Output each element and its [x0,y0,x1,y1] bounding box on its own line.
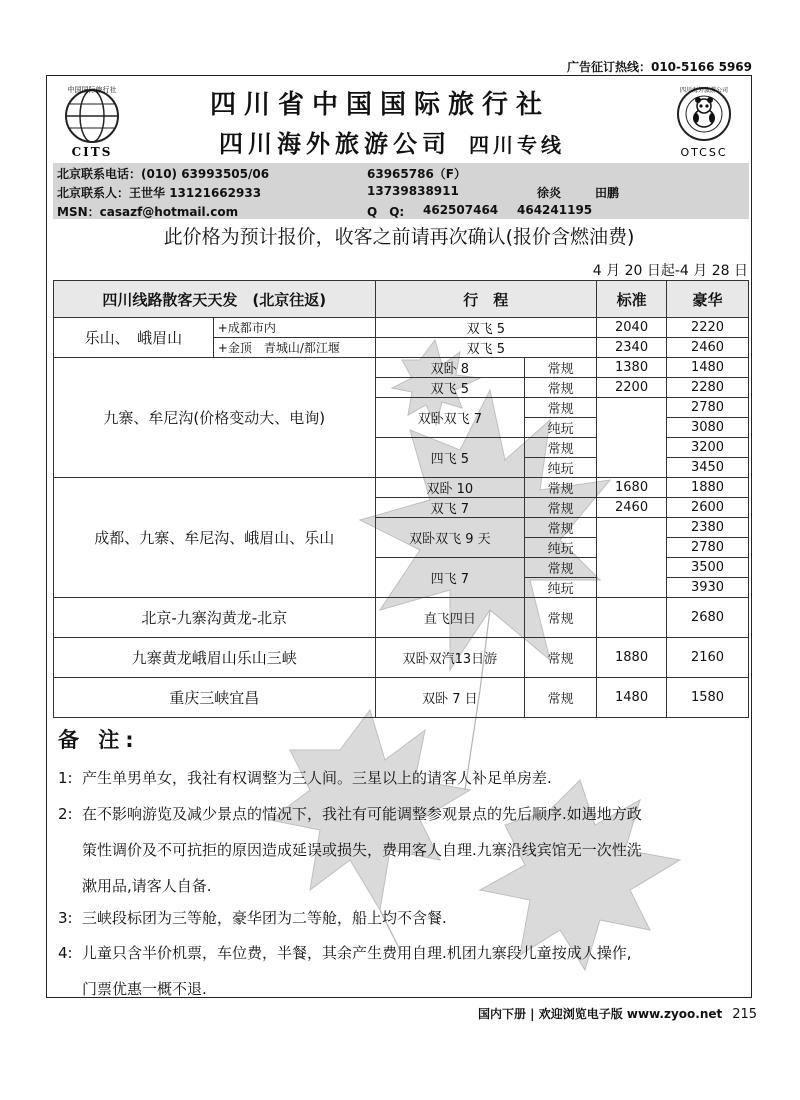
remark-number: 3: [58,909,73,927]
trip-type: 双卧双汽13日游 [375,638,525,678]
trip-type: 双卧 10 [375,478,525,498]
otcsc-ring-text: 四川海外旅游公司 [679,87,729,94]
person-contact: 王世华 13121662933 [129,186,262,200]
price-deluxe: 3500 [667,558,749,578]
page-footer [478,1005,757,1022]
tour-type: 常规 [525,358,597,378]
price-deluxe: 2380 [667,518,749,538]
qq-number-1: 462507464 [423,203,499,217]
price-deluxe: 3200 [667,438,749,458]
contact-name-2: 徐炎 [537,186,562,200]
price-deluxe: 3450 [667,458,749,478]
remark-text: 门票优惠一概不退. [82,980,207,998]
tour-type: 常规 [525,498,597,518]
trip-type: 双飞 7 [375,498,525,518]
remark-text: 产生单男单女，我社有权调整为三人间。三星以上的请客人补足单房差. [82,769,552,787]
remark-item [58,763,748,793]
trip-type: 双飞 5 [375,338,597,358]
remark-item [58,938,748,1004]
tour-type: 常规 [525,678,597,718]
otcsc-abbr: OTCSC [680,146,728,159]
price-deluxe: 1580 [667,678,749,718]
price-deluxe: 2220 [667,318,749,338]
tour-type: 纯玩 [525,578,597,598]
route-name: 九寨黄龙峨眉山乐山三峡 [54,638,376,678]
tour-type: 纯玩 [525,418,597,438]
tour-type: 常规 [525,378,597,398]
trip-type: 双卧双飞 7 [375,398,525,438]
ad-hotline: 广告征订热线：010-5166 5969 [566,60,752,74]
remark-text: 儿童只含半价机票，车位费，半餐，其余产生费用自理.机团九寨段儿童按成人操作, [82,944,632,962]
person-row [57,184,261,201]
price-deluxe: 2460 [667,338,749,358]
price-deluxe: 3080 [667,418,749,438]
price-standard: 1380 [597,358,667,378]
trip-type: 双卧双飞 9 天 [375,518,525,558]
header-standard: 标准 [597,281,667,318]
route-name: 乐山、 峨眉山 [54,318,214,358]
header-route: 四川线路散客天天发 (北京往返) [54,281,376,318]
tour-type: 纯玩 [525,458,597,478]
trip-type: 双卧 7 日 [375,678,525,718]
price-deluxe: 1880 [667,478,749,498]
otcsc-logo [664,84,744,162]
agency-title: 四川省中国国际旅行社 [209,90,550,120]
tour-type: 纯玩 [525,538,597,558]
price-deluxe: 2600 [667,498,749,518]
person-label: 北京联系人： [57,186,130,200]
tour-type: 常规 [525,598,597,638]
table-row [54,318,749,338]
price-deluxe: 2160 [667,638,749,678]
table-row [54,478,749,498]
cits-abbr: CITS [71,145,113,159]
remark-number: 4: [58,944,73,962]
price-standard: 2460 [597,498,667,518]
company-name: 四川海外旅游公司 [219,130,451,158]
price-deluxe: 3930 [667,578,749,598]
price-table [53,280,749,718]
sichuan-line-label: 四川专线 [469,133,565,157]
msn-label: MSN： [57,205,100,219]
cits-ring-text: 中国国际旅行社 [67,86,117,94]
price-standard: 2040 [597,318,667,338]
fax-number: 63965786（F） [367,167,466,181]
price-notice: 此价格为预计报价，收客之前请再次确认(报价含燃油费) [163,226,635,248]
price-deluxe: 2780 [667,398,749,418]
price-standard: 1480 [597,678,667,718]
route-name: 北京-九寨沟黄龙-北京 [54,598,376,638]
phone-row [57,165,269,182]
price-deluxe: 2280 [667,378,749,398]
remark-text: 三峡段标团为三等舱，豪华团为二等舱，船上均不含餐. [82,909,447,927]
cits-logo [52,82,132,160]
mobile-number-2: 13739838911 [367,184,459,198]
footer-text: 国内下册 | 欢迎浏览电子版 www.zyoo.net [478,1007,723,1021]
trip-type: 双飞 5 [375,318,597,338]
remark-text: 策性调价及不可抗拒的原因造成延误或损失，费用客人自理.九寨沿线宾馆无一次性洗 [82,841,642,859]
msn-row [57,203,238,220]
trip-type: 双飞 5 [375,378,525,398]
trip-type: 双卧 8 [375,358,525,378]
price-deluxe: 1480 [667,358,749,378]
remark-number: 2: [58,805,73,823]
route-option: +金顶 青城山/都江堰 [213,338,375,358]
phone-number: (010) 63993505/06 [141,167,270,181]
header-deluxe: 豪华 [667,281,749,318]
route-name: 成都、九寨、牟尼沟、峨眉山、乐山 [54,478,376,598]
page-number: 215 [732,1007,758,1022]
table-row [54,678,749,718]
price-standard [597,398,667,478]
trip-type: 直飞四日 [375,598,525,638]
price-standard: 2200 [597,378,667,398]
trip-type: 四飞 7 [375,558,525,598]
price-standard [597,518,667,598]
route-name: 重庆三峡宜昌 [54,678,376,718]
trip-type: 四飞 5 [375,438,525,478]
price-deluxe: 2780 [667,538,749,558]
qq-number-2: 464241195 [517,203,593,217]
tour-type: 常规 [525,638,597,678]
table-header-row [54,281,749,318]
tour-type: 常规 [525,518,597,538]
price-standard: 1880 [597,638,667,678]
remark-item [58,903,748,933]
route-option: +成都市内 [213,318,375,338]
remark-item [58,799,748,901]
remark-text: 漱用品,请客人自备. [82,877,212,895]
valid-dates: 4 月 20 日起-4 月 28 日 [592,263,748,279]
table-row [54,638,749,678]
contact-name-3: 田鹏 [595,186,620,200]
table-row [54,598,749,638]
company-title [162,124,622,159]
price-standard: 1680 [597,478,667,498]
table-row [54,358,749,378]
remarks-title: 备 注: [58,728,140,752]
contact-info [53,163,749,219]
price-deluxe: 2680 [667,598,749,638]
tour-type: 常规 [525,398,597,418]
tour-type: 常规 [525,438,597,458]
price-standard [597,598,667,638]
remark-text: 在不影响游览及减少景点的情况下，我社有可能调整参观景点的先后顺序.如遇地方政 [82,805,642,823]
route-name: 九寨、牟尼沟(价格变动大、电询) [54,358,376,478]
header-itinerary: 行 程 [375,281,597,318]
tour-type: 常规 [525,558,597,578]
qq-label: Q Q: [367,205,405,219]
msn-address[interactable]: casazf@hotmail.com [99,205,239,219]
tour-type: 常规 [525,478,597,498]
price-standard: 2340 [597,338,667,358]
phone-label: 北京联系电话： [57,167,142,181]
remark-number: 1: [58,769,73,787]
